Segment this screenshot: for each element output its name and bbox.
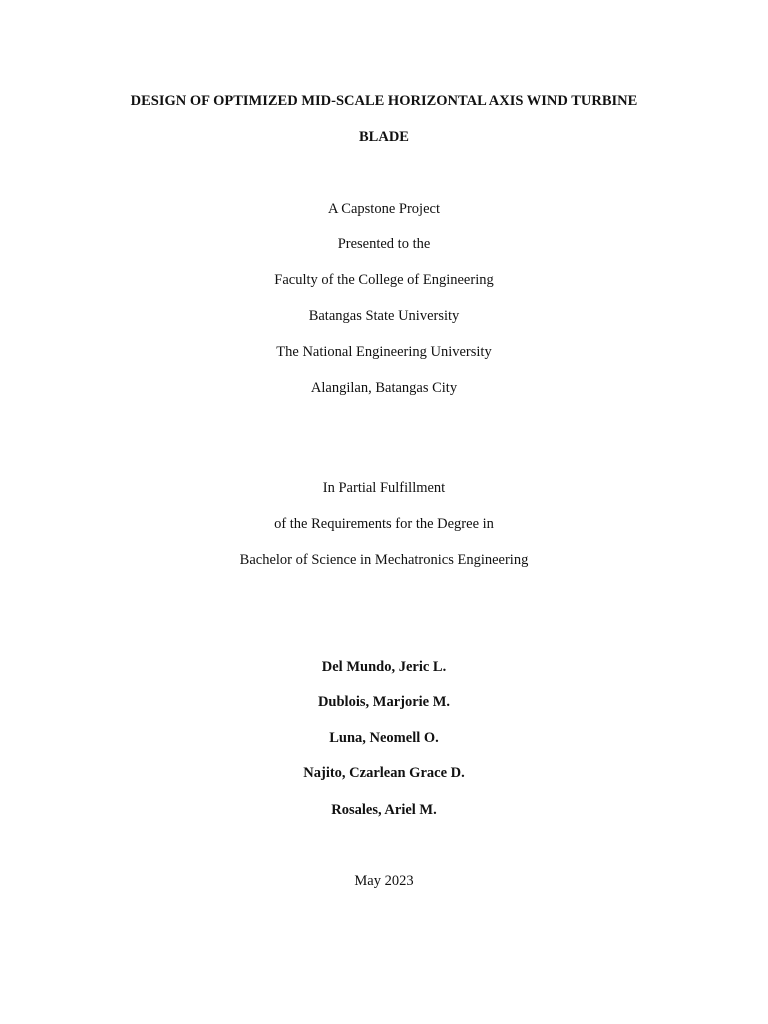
document-title-line-1: DESIGN OF OPTIMIZED MID-SCALE HORIZONTAL AXIS WIND TURBINE [130,93,638,109]
presentation-line-university: Batangas State University [308,308,460,324]
document-title-line-2: BLADE [359,129,409,145]
submission-date: May 2023 [354,873,414,889]
fulfillment-line-requirements: of the Requirements for the Degree in [274,516,494,532]
author-name: Rosales, Ariel M. [331,802,437,818]
presentation-line-location: Alangilan, Batangas City [310,380,458,396]
fulfillment-line-partial: In Partial Fulfillment [322,480,446,496]
presentation-line-presented: Presented to the [337,236,431,252]
presentation-line-faculty: Faculty of the College of Engineering [274,272,494,288]
author-name: Del Mundo, Jeric L. [321,659,447,675]
presentation-line-national: The National Engineering University [276,344,492,360]
author-name: Dublois, Marjorie M. [317,694,451,710]
author-name: Najito, Czarlean Grace D. [303,765,465,781]
fulfillment-line-degree: Bachelor of Science in Mechatronics Engineering [239,552,529,568]
presentation-line-capstone: A Capstone Project [328,201,440,217]
author-name: Luna, Neomell O. [329,730,439,746]
